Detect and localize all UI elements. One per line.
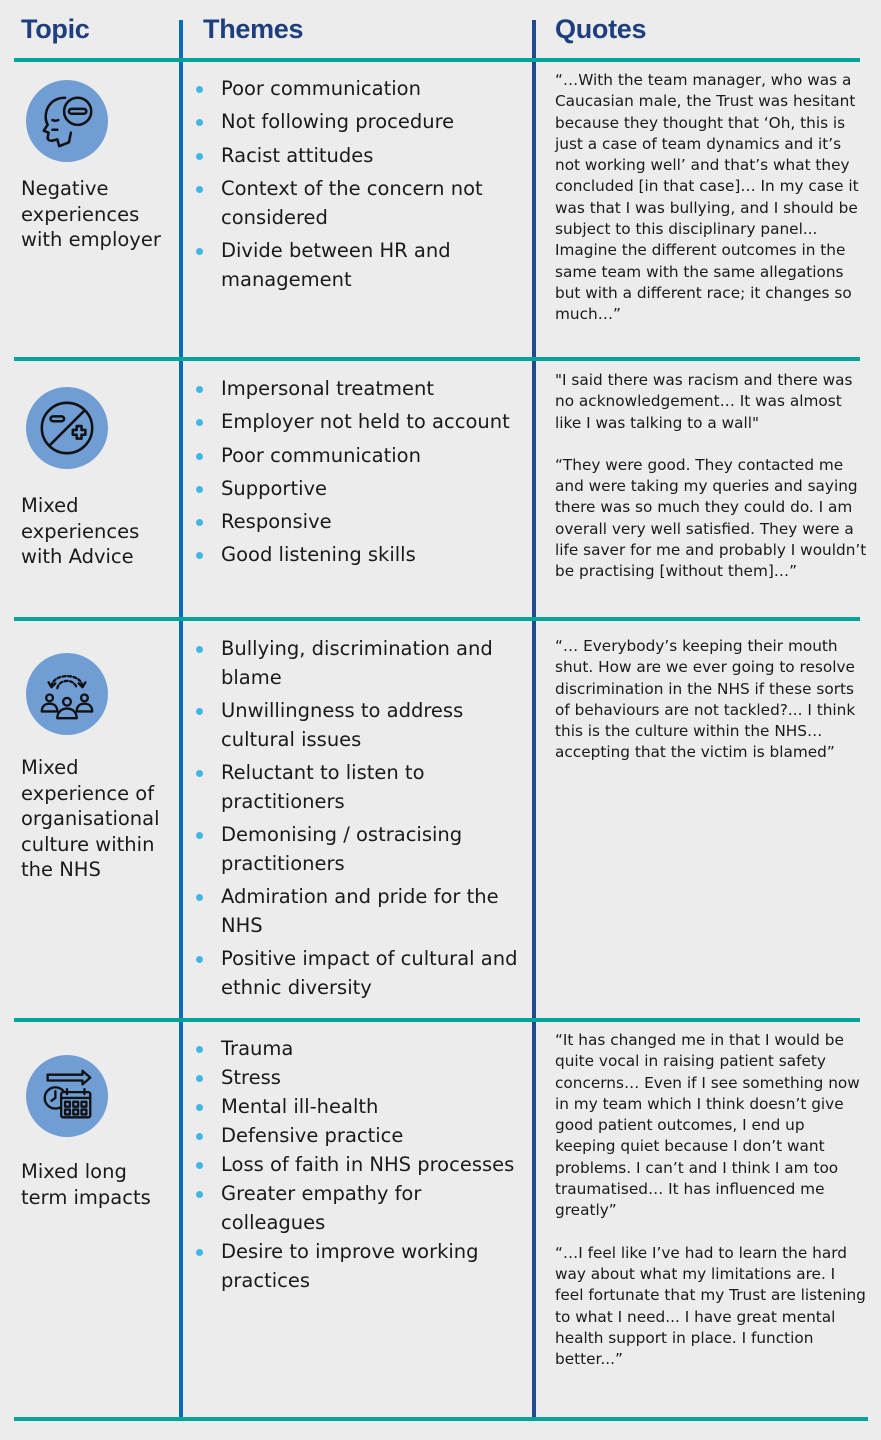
quote: “…With the team manager, who was a Caucasian male, the Trust was hesitant because they thought that ‘Oh, this is just a case of team dynamics and it’s not working well’ and that’s what they concluded [in that case]… In my case it was that I was bullying, and I should be subject to this disciplinary panel... Imagine the different outcomes in the same team with the same allegations but with a different race; it changes so much…” <box>555 71 859 324</box>
theme-item: Admiration and pride for the NHS <box>194 882 529 940</box>
quote: “… Everybody’s keeping their mouth shut. How are we ever going to resolve discrimination in the NHS if these sorts of behaviours are not tackled?... I think this is the culture within the NHS… accepting that the victim is blamed” <box>555 637 856 762</box>
table-bottom-rule <box>14 1417 868 1421</box>
theme-item: Loss of faith in NHS processes <box>194 1150 529 1179</box>
themes-list-long-term-impacts <box>194 1034 529 1295</box>
theme-item: Defensive practice <box>194 1121 529 1150</box>
quote: “They were good. They contacted me and were taking my queries and saying there was so much they could do. I am overall very well satisfied. They were a life saver for me and probably I wouldn’t be practising [without them]…” <box>555 455 867 581</box>
themes-list-mixed-advice <box>194 374 529 574</box>
theme-item: Demonising / ostracising practitioners <box>194 820 529 878</box>
topic-cell-long-term-impacts <box>21 1055 176 1210</box>
theme-item: Context of the concern not considered <box>194 174 529 232</box>
theme-item: Desire to improve working practices <box>194 1237 529 1295</box>
row-divider-1 <box>14 357 860 361</box>
header-topic: Topic <box>21 14 90 44</box>
theme-item: Responsive <box>194 507 529 536</box>
quote: “…I feel like I’ve had to learn the hard way about what my limitations are. I feel fortunate that my Trust are listening to what I need... I have great mental health support in place. I function better...” <box>555 1243 866 1369</box>
theme-item: Good listening skills <box>194 540 529 569</box>
theme-item: Positive impact of cultural and ethnic diversity <box>194 944 529 1002</box>
row-divider-3 <box>14 1018 860 1022</box>
topic-label: Mixed experiences with Advice <box>21 494 140 568</box>
theme-item: Mental ill-health <box>194 1092 529 1121</box>
quotes-cell-organisational-culture <box>555 636 867 785</box>
topic-cell-negative-employer <box>21 80 176 253</box>
header-themes: Themes <box>203 14 304 44</box>
theme-item: Supportive <box>194 474 529 503</box>
theme-item: Stress <box>194 1063 529 1092</box>
themes-list-organisational-culture <box>194 634 529 1002</box>
row-divider-2 <box>14 617 860 621</box>
quote: “It has changed me in that I would be quite vocal in raising patient safety concerns… Even if I see something now in my team which I think doesn’t give good patient outcomes, I end up keeping quiet because I don’t want problems. I can’t and I think I am too traumatised… It has influenced me greatly” <box>555 1031 860 1220</box>
head-minus-icon <box>26 80 108 162</box>
topic-label: Mixed experience of organisational culture within the NHS <box>21 756 160 881</box>
theme-item: Not following procedure <box>194 107 529 136</box>
theme-item: Greater empathy for colleagues <box>194 1179 529 1237</box>
theme-item: Bullying, discrimination and blame <box>194 634 529 692</box>
header-quotes: Quotes <box>555 14 647 44</box>
column-divider-topic-themes <box>179 20 183 1420</box>
topic-cell-mixed-advice <box>21 387 176 570</box>
quote: "I said there was racism and there was no acknowledgement… It was almost like I was talking to a wall" <box>555 371 853 432</box>
theme-item: Poor communication <box>194 74 529 103</box>
quotes-cell-negative-employer <box>555 70 867 347</box>
group-cycle-icon <box>26 653 108 735</box>
theme-item: Racist attitudes <box>194 141 529 170</box>
topic-label: Negative experiences with employer <box>21 177 161 251</box>
quotes-cell-mixed-advice <box>555 370 867 604</box>
theme-item: Impersonal treatment <box>194 374 529 403</box>
topic-label: Mixed long term impacts <box>21 1160 151 1209</box>
column-divider-themes-quotes <box>532 20 536 1420</box>
quotes-cell-long-term-impacts <box>555 1030 867 1391</box>
theme-item: Employer not held to account <box>194 407 529 436</box>
clock-calendar-arrow-icon <box>26 1055 108 1137</box>
theme-item: Reluctant to listen to practitioners <box>194 758 529 816</box>
topic-cell-organisational-culture <box>21 653 176 883</box>
themes-list-negative-employer <box>194 74 529 298</box>
theme-item: Trauma <box>194 1034 529 1063</box>
header-rule <box>14 58 860 62</box>
theme-item: Divide between HR and management <box>194 236 529 294</box>
theme-item: Poor communication <box>194 441 529 470</box>
minus-plus-icon <box>26 387 108 469</box>
theme-item: Unwillingness to address cultural issues <box>194 696 529 754</box>
